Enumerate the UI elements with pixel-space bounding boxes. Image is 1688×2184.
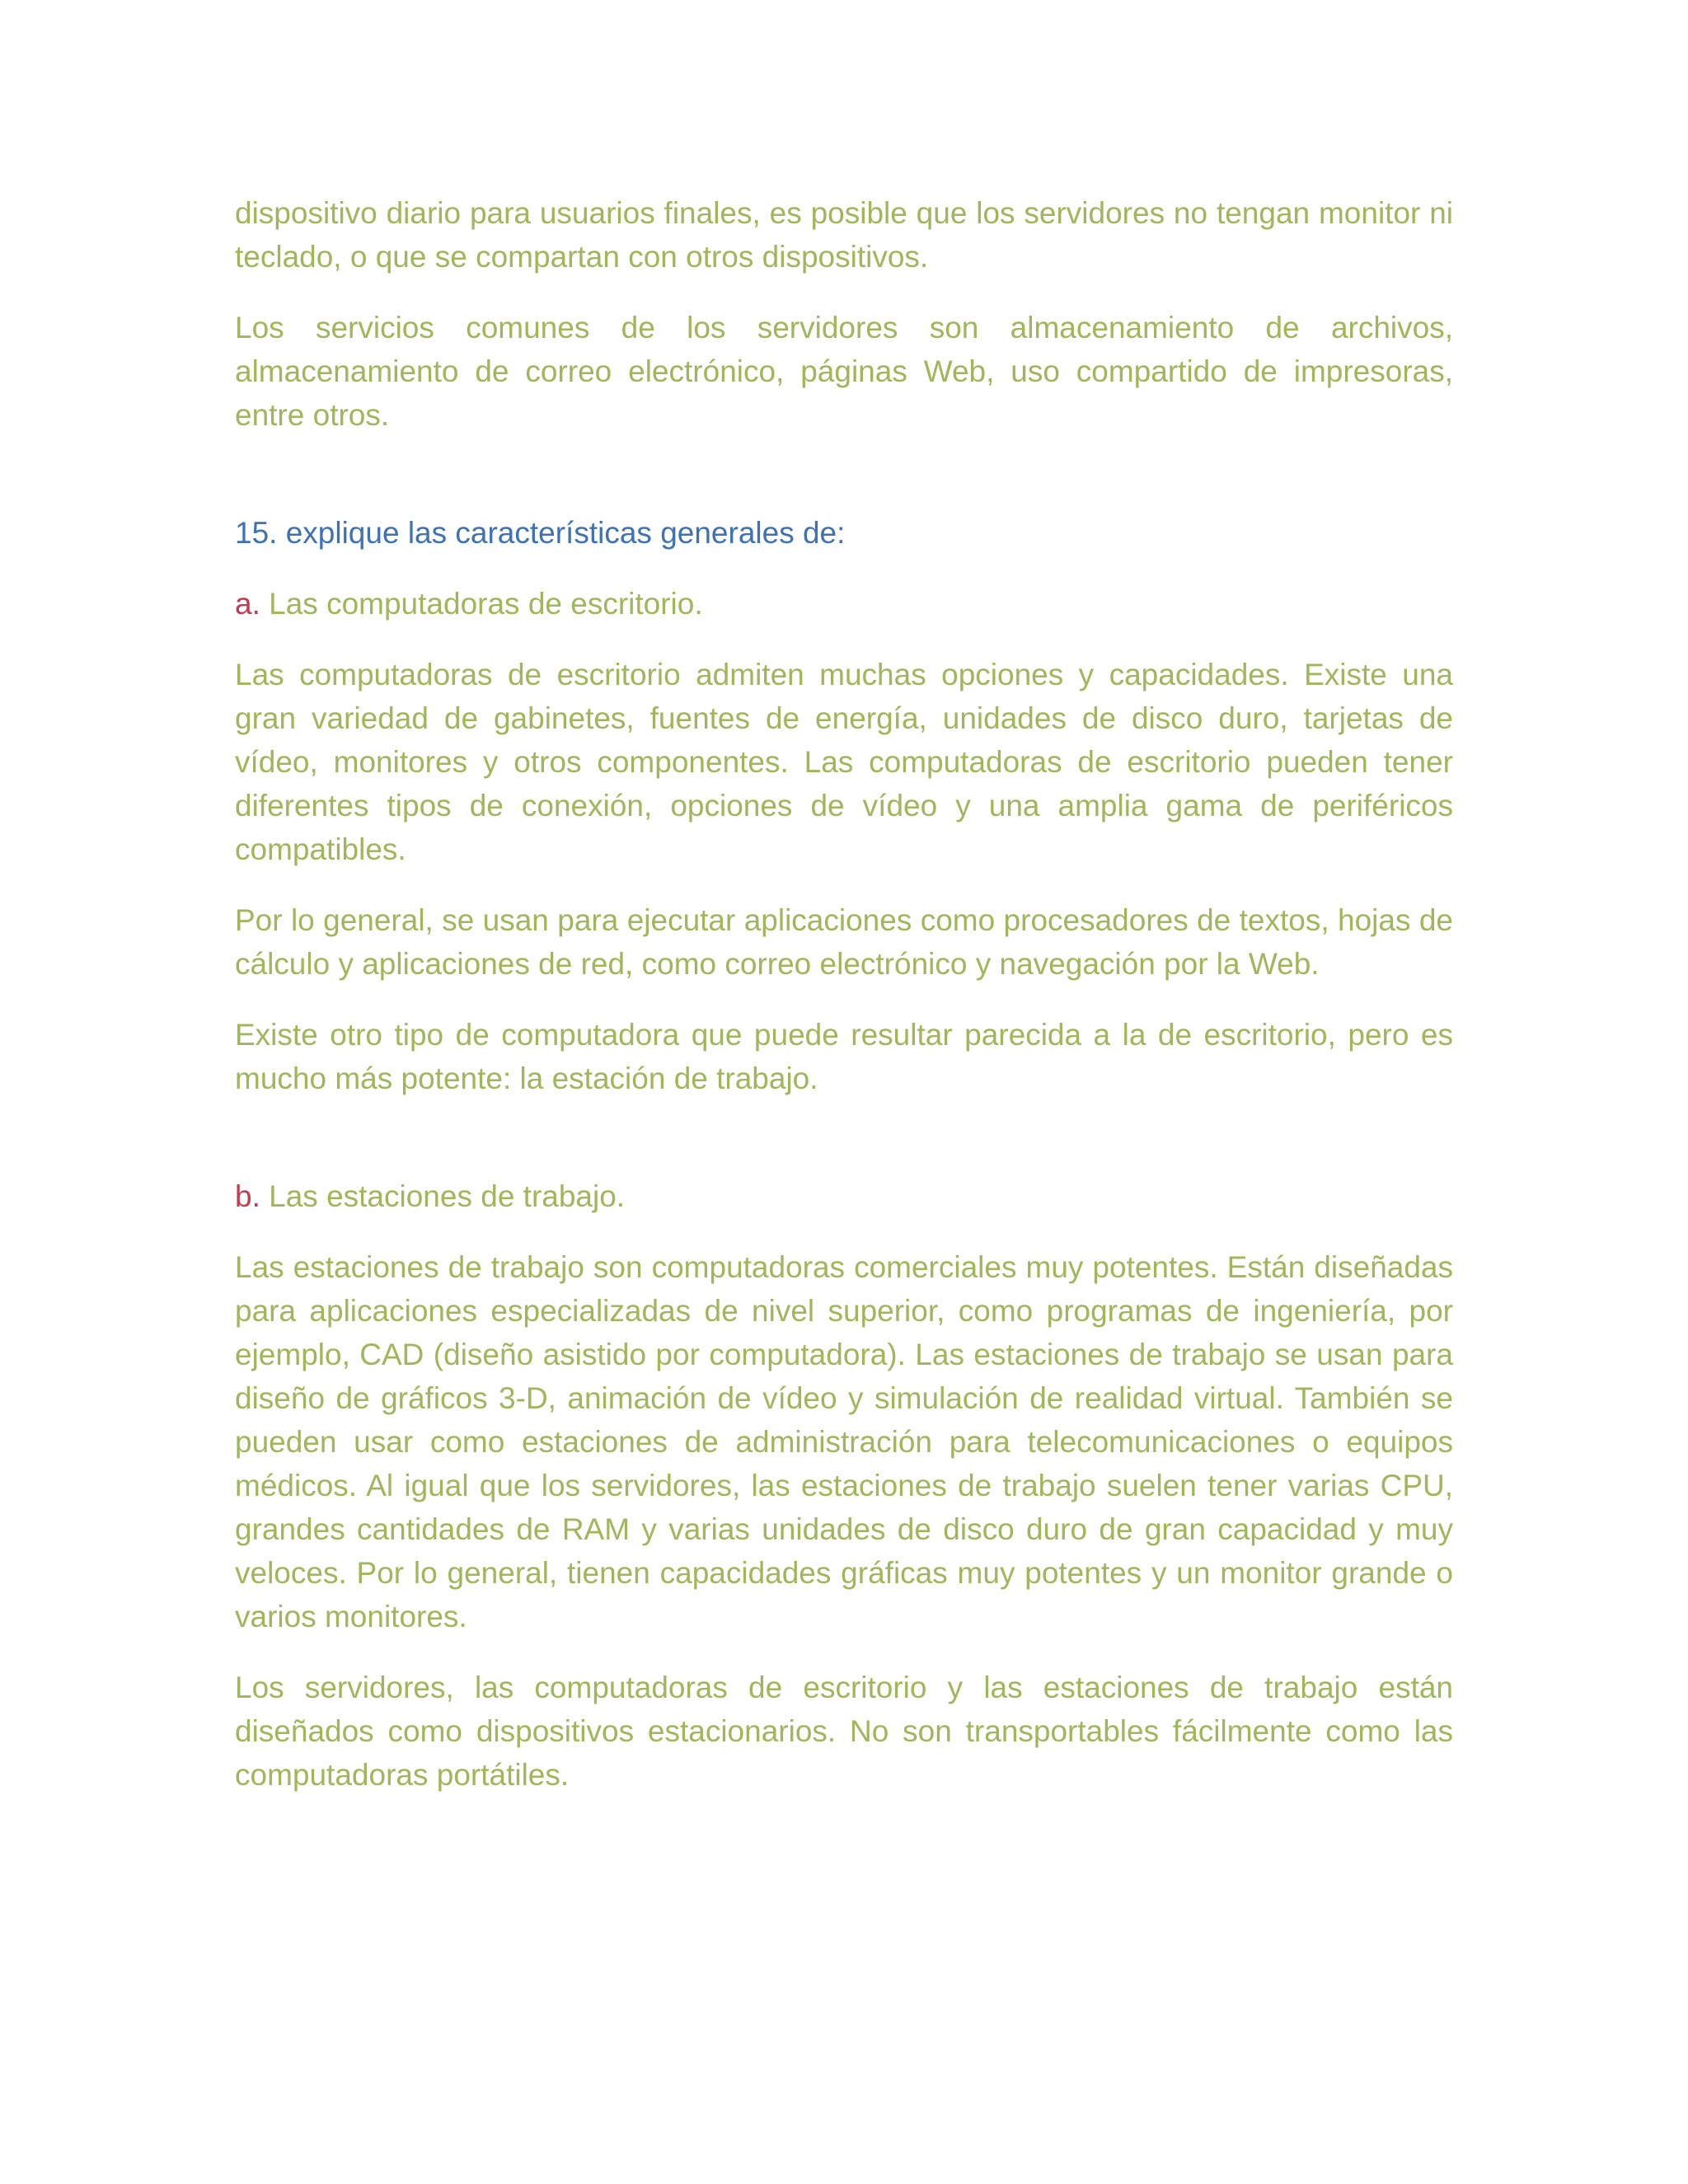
item-a-heading [235, 582, 1453, 626]
body-paragraph: Por lo general, se usan para ejecutar aplicaciones como procesadores de textos, hojas de cálculo y aplicaciones de red, como correo electrónico y navegación por la Web. [235, 903, 1453, 981]
question-heading: 15. explique las características generales de: [235, 516, 846, 550]
item-b-marker: b. [235, 1179, 260, 1213]
body-paragraph: Los servicios comunes de los servidores son almacenamiento de archivos, almacenamiento de correo electrónico, páginas Web, uso compartido de impresoras, entre otros. [235, 311, 1453, 432]
body-paragraph: Las estaciones de trabajo son computadoras comerciales muy potentes. Están diseñadas para aplicaciones especializadas de nivel superior, como programas de ingeniería, por ejemplo, CAD (diseño asistido por computadora). Las estaciones de trabajo se usan para diseño de gráficos 3-D, animación de vídeo y simulación de realidad virtual. También se pueden usar como estaciones de administración para telecomunicaciones o equipos médicos. Al igual que los servidores, las estaciones de trabajo suelen tener varias CPU, grandes cantidades de RAM y varias unidades de disco duro de gran capacidad y muy veloces. Por lo general, tienen capacidades gráficas muy potentes y un monitor grande o varios monitores. [235, 1250, 1453, 1633]
document-content [235, 191, 1453, 1824]
body-paragraph: Las computadoras de escritorio admiten muchas opciones y capacidades. Existe una gran variedad de gabinetes, fuentes de energía, unidades de disco duro, tarjetas de vídeo, monitores y otros componentes. Las computadoras de escritorio pueden tener diferentes tipos de conexión, opciones de vídeo y una amplia gama de periféricos compatibles. [235, 658, 1453, 866]
body-paragraph: dispositivo diario para usuarios finales, es posible que los servidores no tengan monitor ni teclado, o que se compartan con otros dispositivos. [235, 196, 1453, 274]
item-a-marker: a. [235, 587, 260, 621]
item-b-title: Las estaciones de trabajo. [260, 1179, 626, 1213]
body-paragraph: Los servidores, las computadoras de escritorio y las estaciones de trabajo están diseñados como dispositivos estacionarios. No son transportables fácilmente como las computadoras portátiles. [235, 1671, 1453, 1792]
body-paragraph: Existe otro tipo de computadora que puede resultar parecida a la de escritorio, pero es mucho más potente: la estación de trabajo. [235, 1018, 1453, 1095]
item-a-title: Las computadoras de escritorio. [260, 587, 703, 621]
item-b-heading [235, 1174, 1453, 1218]
